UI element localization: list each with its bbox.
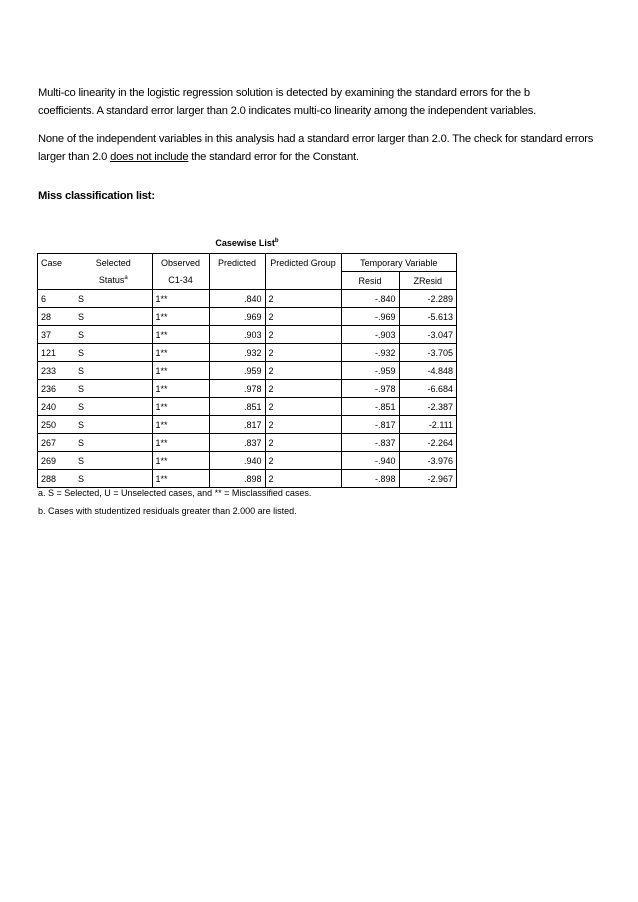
- paragraph-line: None of the independent variables in this analysis had a standard error larger than 2.0. The check for standard errors: [38, 133, 594, 145]
- cell-zresid: -2.967: [399, 470, 456, 488]
- cell-case: 250: [38, 416, 75, 434]
- cell-status: S: [75, 344, 152, 362]
- multicollinearity-paragraph: [38, 84, 608, 120]
- cell-zresid: -2.387: [399, 398, 456, 416]
- casewise-list-table: [38, 254, 456, 487]
- cell-status: S: [75, 308, 152, 326]
- cell-predicted: .837: [209, 434, 265, 452]
- header-case: Case: [41, 257, 63, 268]
- cell-predicted: .851: [209, 398, 265, 416]
- cell-observed: 1**: [152, 362, 209, 380]
- paragraph-line: coefficients. A standard error larger than 2.0 indicates multi-co linearity among the independent variables.: [38, 105, 537, 117]
- cell-predicted: .978: [209, 380, 265, 398]
- cell-case: 121: [38, 344, 75, 362]
- cell-case: 28: [38, 308, 75, 326]
- header-observed: Observed: [152, 254, 209, 272]
- cell-status: S: [75, 398, 152, 416]
- cell-predicted-group: 2: [265, 344, 341, 362]
- table-row: [38, 290, 456, 308]
- header-predicted-group: Predicted Group: [265, 254, 341, 272]
- cell-case: 236: [38, 380, 75, 398]
- header-zresid: ZResid: [399, 272, 456, 290]
- cell-observed: 1**: [152, 344, 209, 362]
- cell-observed: 1**: [152, 308, 209, 326]
- cell-observed: 1**: [152, 326, 209, 344]
- cell-predicted-group: 2: [265, 434, 341, 452]
- cell-predicted-group: 2: [265, 470, 341, 488]
- cell-predicted-group: 2: [265, 290, 341, 308]
- header-observed-variable: C1-34: [152, 272, 209, 290]
- cell-status: S: [75, 380, 152, 398]
- cell-zresid: -2.264: [399, 434, 456, 452]
- cell-resid: -.851: [341, 398, 399, 416]
- cell-resid: -.959: [341, 362, 399, 380]
- table-row: [38, 362, 456, 380]
- cell-predicted: .932: [209, 344, 265, 362]
- cell-status: S: [75, 362, 152, 380]
- table-row: [38, 398, 456, 416]
- cell-resid: -.932: [341, 344, 399, 362]
- header-resid: Resid: [341, 272, 399, 290]
- cell-predicted: .817: [209, 416, 265, 434]
- cell-status: S: [75, 416, 152, 434]
- cell-predicted: .969: [209, 308, 265, 326]
- cell-case: 6: [41, 293, 47, 304]
- paragraph-line: [38, 148, 608, 166]
- cell-zresid: -2.111: [399, 416, 456, 434]
- cell-predicted: .903: [209, 326, 265, 344]
- cell-predicted-group: 2: [265, 416, 341, 434]
- cell-status: S: [78, 293, 85, 304]
- table-row: [38, 416, 456, 434]
- cell-zresid: -5.613: [399, 308, 456, 326]
- cell-resid: -.978: [341, 380, 399, 398]
- cell-case: 37: [38, 326, 75, 344]
- cell-predicted-group: 2: [265, 380, 341, 398]
- paragraph-line: Multi-co linearity in the logistic regression solution is detected by examining the standard errors for the b: [38, 87, 530, 99]
- cell-observed: 1**: [152, 470, 209, 488]
- text-run: the standard error for the Constant.: [188, 151, 359, 163]
- table-row: [38, 326, 456, 344]
- text-run: larger than 2.0: [38, 151, 111, 163]
- table-row: [38, 344, 456, 362]
- cell-case: 269: [38, 452, 75, 470]
- cell-predicted-group: 2: [265, 362, 341, 380]
- table-title: [38, 238, 456, 248]
- cell-case: 233: [38, 362, 75, 380]
- table-title-text: Casewise List: [215, 238, 275, 248]
- cell-predicted-group: 2: [265, 326, 341, 344]
- cell-resid: -.837: [341, 434, 399, 452]
- cell-resid: -.898: [341, 470, 399, 488]
- cell-predicted: .959: [209, 362, 265, 380]
- header-selected: Selected: [95, 257, 131, 268]
- cell-observed: 1**: [152, 416, 209, 434]
- cell-status: S: [75, 326, 152, 344]
- table-row: [38, 308, 456, 326]
- cell-resid: -.940: [341, 452, 399, 470]
- table-row: [38, 452, 456, 470]
- cell-resid: -.840: [341, 290, 399, 308]
- cell-resid: -.903: [341, 326, 399, 344]
- standard-error-paragraph: [38, 130, 608, 166]
- header-status: Status$^a$: [75, 272, 152, 290]
- cell-resid: -.817: [341, 416, 399, 434]
- cell-zresid: -3.705: [399, 344, 456, 362]
- cell-resid: -.969: [341, 308, 399, 326]
- underlined-text: does not include: [110, 151, 189, 163]
- table-row: [38, 434, 456, 452]
- cell-observed: 1**: [152, 290, 209, 308]
- cell-zresid: -6.684: [399, 380, 456, 398]
- cell-observed: 1**: [152, 434, 209, 452]
- table-subheader-row: [38, 272, 456, 290]
- cell-predicted: .840: [209, 290, 265, 308]
- cell-status: S: [75, 452, 152, 470]
- cell-status: S: [75, 434, 152, 452]
- cell-predicted-group: 2: [265, 308, 341, 326]
- header-temporary-variable: Temporary Variable: [341, 254, 456, 272]
- cell-zresid: -4.848: [399, 362, 456, 380]
- cell-status: S: [75, 470, 152, 488]
- footnote-a: a. S = Selected, U = Unselected cases, and ** = Misclassified cases.: [38, 488, 312, 498]
- cell-predicted: .940: [209, 452, 265, 470]
- cell-predicted-group: 2: [265, 398, 341, 416]
- cell-predicted: .898: [209, 470, 265, 488]
- section-heading: Miss classification list:: [38, 190, 155, 202]
- table-row: [38, 380, 456, 398]
- cell-case: 288: [38, 470, 75, 488]
- cell-zresid: -3.047: [399, 326, 456, 344]
- cell-observed: 1**: [152, 452, 209, 470]
- cell-case: 240: [38, 398, 75, 416]
- cell-zresid: -2.289: [399, 290, 456, 308]
- header-predicted: Predicted: [209, 254, 265, 272]
- cell-observed: 1**: [152, 380, 209, 398]
- footnote-b: b. Cases with studentized residuals greater than 2.000 are listed.: [38, 506, 297, 516]
- status-footnote-mark: a: [124, 275, 128, 282]
- cell-predicted-group: 2: [265, 452, 341, 470]
- cell-zresid: -3.976: [399, 452, 456, 470]
- table-header-row: [38, 254, 456, 272]
- table-title-footnote-mark: b: [274, 238, 279, 244]
- cell-case: 267: [38, 434, 75, 452]
- table-row: [38, 470, 456, 488]
- cell-observed: 1**: [152, 398, 209, 416]
